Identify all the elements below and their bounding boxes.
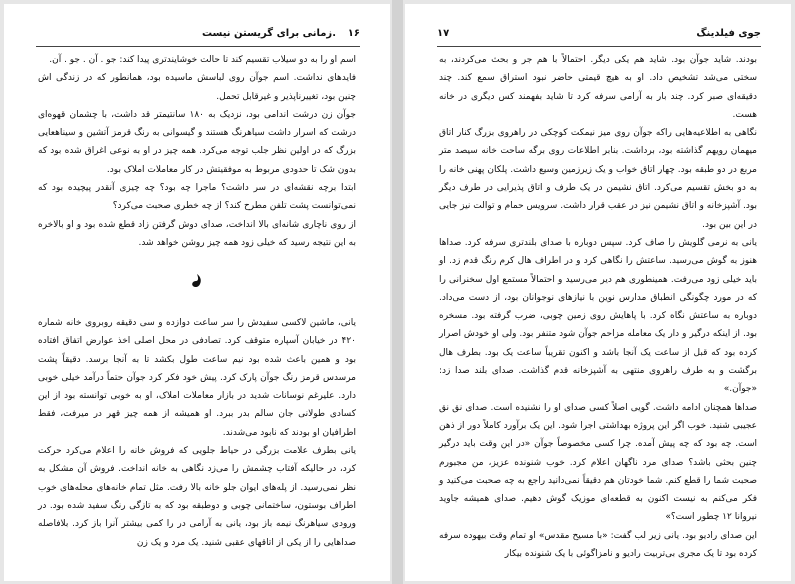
paragraph: یانی به نرمی گلویش را صاف کرد. سپس دوباره با صدای بلندتری سرفه کرد. صداها هنوز به گوش می‌رسید. ساعتش را نگاهی کرد و در اطراف هال کرم رنگ قدم زد. او باید خیلی زود می‌رفت. همینطوری هم دیر می‌رسید و احتمالاً مستمع اول سخنرانی را که در مورد چگونگی انطباق مدارس نوین با نیازهای نوجوانان بود، از دست می‌داد. دوباره به ساعتش نگاه کرد. با پاهایش روی زمین چوبی، ضرب گرفته بود. مسخره بود. از اینکه درگیر و دار یک معامله مزاحم جوآن شود متنفر بود. ولی او خودش اصرار کرده بود که قبل از ساعت یک آنجا باشد و اکنون تقریباً ساعت یک بود. بطرف هال برگشت و به طرف راهروی منتهی به آشپزخانه قدم گذاشت. صدای بلند صدا زد: «جوآن.» <box>439 237 757 395</box>
paragraph: این صدای رادیو بود. یانی زیر لب گفت: «با مسیح مقدس» او تمام وقت بیهوده سرفه کرده بود تا یک مجری بی‌تربیت رادیو و نامزاگوئی با یک شنونده بیکار <box>439 530 757 560</box>
paragraph: فایدهای نداشت. اسم جوآن روی لباسش ماسیده بود، همانطور که در زندگی اش چنین بود، تغییرناپذیر و غیرقابل تحمل. <box>38 73 356 102</box>
running-title: زمانی برای گریستن نیست. <box>201 28 336 39</box>
paragraph: صداها همچنان ادامه داشت. گویی اصلاً کسی صدای او را نشنیده است. صدای نق نق عجیبی شنید. خوب اگر این پروژه بهداشتی اجرا شود. این یک برآورد کاملاً دور از ذهن است. چه بود که چه پیش آمده. چرا کسی مخصوصاً جوآن «در این وقت باید درگیر چنین بحثی باشد؟ صدای مرد ناگهان اعلام کرد. خوب شنونده عزیز، من مجبورم صحبت شما را قطع کنم. شما خودتان هم دقیقاً نمی‌دانید راجع به چه صحبت می‌کنید و فکر می‌کنم به نیست اکنون به قطعه‌ای موزیک گوش دهیم. صدای همیشه جاوید نیروانا ۱۲ چطور است؟» <box>439 402 757 523</box>
running-head <box>437 28 761 44</box>
paragraph: بودند. شاید جوآن بود. شاید هم یکی دیگر. احتمالاً با هم جر و بحث می‌کردند، به سختی می‌شد تشخیص داد. او به هیچ قیمتی حاضر نبود استراق سمع کند. چند دقیقه‌ای صبر کرد. چند بار به آرامی سرفه کرد تا شاید بفهمند کس دیگری در خانه هست. <box>439 55 757 120</box>
page-gutter <box>392 0 403 584</box>
body-text-top <box>38 51 356 252</box>
paragraph: از روی ناچاری شانه‌ای بالا انداخت، صدای دوش گرفتن زاد قطع شده بود و او بالاخره به این نتیجه رسید که خیلی زود همه چیز روشن خواهد شد. <box>38 219 356 248</box>
page-number: ۱۶ <box>347 28 360 39</box>
section-break-ornament-icon <box>188 272 206 290</box>
running-title: جوی فیلدینگ <box>696 28 761 39</box>
paragraph: یانی، ماشین لاکسی سفیدش را سر ساعت دوازده و سی دقیقه روبروی خانه شماره ۴۲۰ در خیابان آسپاره متوقف کرد. تصادفی در محل اصلی اخذ عوارض اتفاق افتاده بود و همین باعث شده بود نیم ساعت طول بکشد تا به آنجا برسد. دقیقاً پشت مرسدس قرمز رنگ جوآن پارک کرد. پیش خود فکر کرد جوآن حتماً درآمد خیلی خوبی دارد. علیرغم نوسانات شدید در بازار معاملات املاک، او به خوبی توانسته بود از این کسادی طولانی جان سالم بدر ببرد. او همیشه از همه چیز قهر در میرفت، فقط اطرافیان او بودند که نابود می‌شدند. <box>38 318 356 438</box>
paragraph: نگاهی به اطلاعیه‌هایی راکه جوآن روی میز نیمکت کوچکی در راهروی بزرگ کنار اتاق میهمان رویهم گذاشته بود، برداشت. بنابر اطلاعات روی برگه ساحت خانه سیصد متر مربع در دو طبقه بود. چهار اتاق خواب و یک زیرزمین وسیع داشت. پلکان پهنی خانه را به دو بخش تقسیم می‌کرد. اتاق نشیمن در یک طرف و اتاق پذیرایی در طرف دیگر بود. آشپزخانه و اتاق نشیمن نیز در عقب قرار داشت. سرویس حمام و توالت نیز جایی در این بین بود. <box>439 128 757 230</box>
header-rule <box>437 46 761 47</box>
page-number: ۱۷ <box>437 28 450 39</box>
paragraph: اسم او را به دو سیلاب تقسیم کند تا حالت خوشایندتری پیدا کند: جو . آن . جو . آن. <box>49 55 356 65</box>
left-page <box>4 4 390 581</box>
paragraph: جوآن زن درشت اندامی بود، نزدیک به ۱۸۰ سانتیمتر قد داشت، با چشمان قهوه‌ای درشت که اسرار داشت سیاهرنگ هستند و گیسوانی به رنگ قرمز آتشین و سیناهعایی بزرگ که در اولین نظر جلب توجه می‌کرد. همه چیز در او به نوعی اغراق شده بود که بدون شک تا حدودی مربوط به موفقیتش در کار معاملات املاک بود. <box>38 109 356 175</box>
running-head <box>36 28 360 44</box>
paragraph: ابتدا برچه نقشه‌ای در سر داشت؟ ماجرا چه بود؟ چه چیزی آنقدر پیچیده بود که نمی‌توانست پشت تلفن مطرح کند؟ از چه خطری صحبت می‌کرد؟ <box>38 183 356 212</box>
body-text-bottom <box>38 314 356 552</box>
header-rule <box>36 46 360 47</box>
right-page <box>405 4 791 581</box>
body-text <box>439 51 757 563</box>
paragraph: یانی بطرف علامت بزرگی در حیاط جلویی که فروش خانه را اعلام می‌کرد حرکت کرد، در حالیکه آفتاب چشمش را می‌زد نگاهی به خانه انداخت. فروش آن مشکل به نظر نمی‌رسید. از پله‌های ایوان جلو خانه بالا رفت. مثل تمام خانه‌های محله‌های خوب اطراف بوستون، ساختمانی چوبی و دوطبقه بود که به تازگی رنگ سفید شده بود. در ورودی سیاهرنگ نیمه باز بود، یانی به آرامی در را کمی بیشتر آنرا باز کرد. بلافاصله صداهایی را از یکی از اتاقهای عقبی شنید. یک مرد و یک زن <box>38 446 356 548</box>
